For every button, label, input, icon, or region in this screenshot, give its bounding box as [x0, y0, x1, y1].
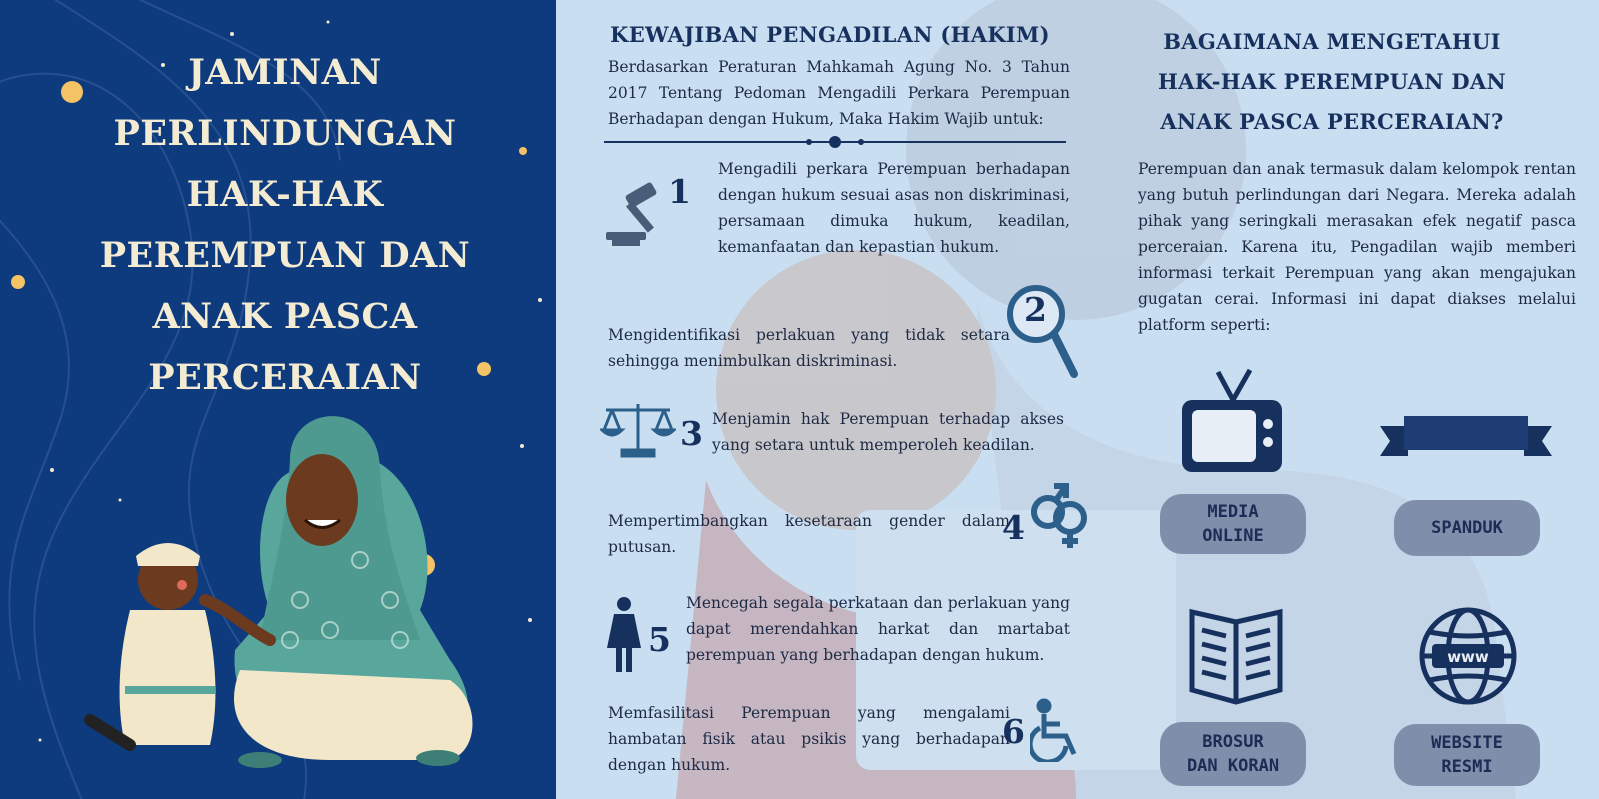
item-text: Mempertimbangkan kesetaraan gender dalam putusan. [608, 512, 1010, 556]
item-number: 4 [1002, 508, 1025, 547]
main-title-line: ANAK PASCA [152, 296, 418, 337]
info-title-line: HAK-HAK PEREMPUAN DAN [1157, 69, 1507, 94]
divider-line [604, 134, 1066, 150]
platform-label: MEDIA [1207, 502, 1259, 522]
info-title [1112, 22, 1552, 142]
left-panel [0, 0, 556, 799]
platform-label: BROSUR [1202, 732, 1264, 752]
platform-label: SPANDUK [1431, 518, 1503, 538]
main-title-line: PERLINDUNGAN [113, 113, 457, 154]
woman-icon [606, 596, 642, 674]
platform-website [1394, 724, 1540, 786]
obligations-title: KEWAJIBAN PENGADILAN (HAKIM) [610, 22, 1050, 47]
item-number: 2 [1024, 290, 1047, 329]
wheelchair-icon [1030, 698, 1092, 762]
globe-www-icon [1416, 604, 1520, 708]
platform-label: RESMI [1441, 757, 1493, 777]
main-title-line: JAMINAN [188, 52, 382, 93]
svg-text:www: www [1447, 648, 1489, 666]
obligations-intro: Berdasarkan Peraturan Mahkamah Agung No. 3 Tahun 2017 Tentang Pedoman Mengadili Perkara Perempuan Berhadapan dengan Hukum, Maka Hakim Wajib untuk: [608, 58, 1070, 128]
info-title-line: BAGAIMANA MENGETAHUI [1163, 29, 1501, 54]
item-text: Menjamin hak Perempuan terhadap akses yang setara untuk memperoleh keadilan. [712, 410, 1064, 454]
item-text: Mencegah segala perkataan dan perlakuan yang dapat merendahkan harkat dan martabat perempuan yang berhadapan dengan hukum. [686, 594, 1070, 664]
right-panel [556, 0, 1599, 799]
info-paragraph: Perempuan dan anak termasuk dalam kelompok rentan yang butuh perlindungan dari Negara. Mereka adalah pihak yang seringkali merasakan efek negatif pasca perceraian. Karena itu, Pengadilan wajib memberi informasi terkait Perempuan yang akan mengajukan gugatan cerai. Informasi ini dapat diakses melalui platform seperti: [1138, 160, 1576, 334]
platform-label: WEBSITE [1431, 733, 1503, 753]
item-text: Memfasilitasi Perempuan yang mengalami hambatan fisik atau psikis yang berhadapan dengan hukum. [608, 704, 1010, 774]
main-title-line: HAK-HAK [186, 174, 384, 215]
platform-label: ONLINE [1202, 526, 1264, 546]
info-title-line: ANAK PASCA PERCERAIAN? [1160, 109, 1504, 134]
gavel-icon [606, 182, 676, 252]
platform-label: DAN KORAN [1186, 756, 1280, 776]
platform-media-online [1160, 494, 1306, 554]
scales-icon [600, 400, 676, 460]
banner-icon [1380, 414, 1552, 464]
item-number: 3 [680, 414, 703, 453]
tv-icon [1178, 368, 1288, 480]
main-title-line: PEREMPUAN DAN [99, 235, 471, 276]
item-number: 5 [648, 620, 671, 659]
platform-brosur [1160, 722, 1306, 786]
book-icon [1184, 606, 1288, 710]
item-text: Mengadili perkara Perempuan berhadapan dengan hukum sesuai asas non diskriminasi, persamaan dimuka hukum, keadilan, kemanfaatan dan kepastian hukum. [718, 160, 1070, 256]
item-number: 6 [1002, 712, 1025, 751]
item-number: 1 [668, 172, 691, 211]
main-title-line: PERCERAIAN [148, 357, 422, 398]
gender-icon [1026, 478, 1096, 552]
platform-spanduk [1394, 500, 1540, 556]
mother-and-child-illustration [0, 0, 556, 799]
item-text: Mengidentifikasi perlakuan yang tidak setara sehingga menimbulkan diskriminasi. [608, 326, 1010, 370]
